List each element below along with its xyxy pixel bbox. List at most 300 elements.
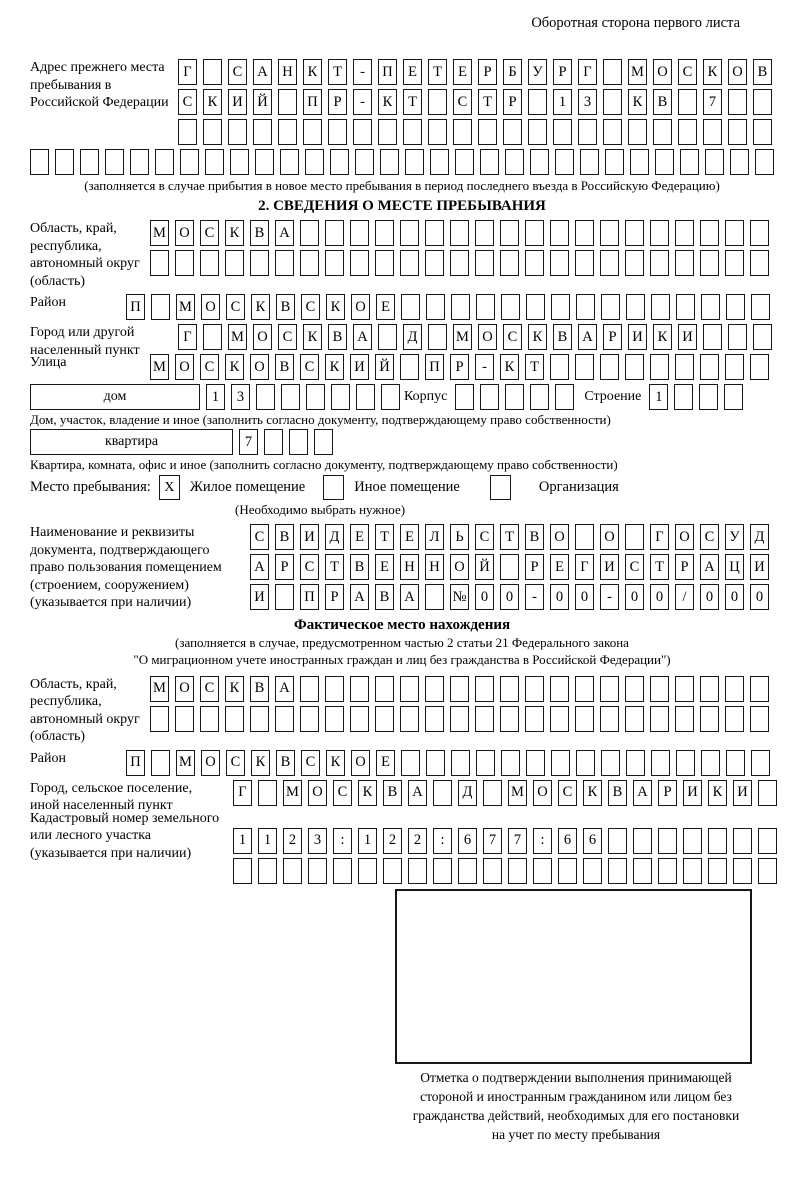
char-cell xyxy=(753,324,772,350)
char-cell xyxy=(475,250,494,276)
char-cell xyxy=(150,706,169,732)
char-cell xyxy=(483,780,502,806)
char-cell: В xyxy=(250,220,269,246)
char-cell xyxy=(708,828,727,854)
char-cell: И xyxy=(683,780,702,806)
char-cell: И xyxy=(600,554,619,580)
char-cell: - xyxy=(600,584,619,610)
char-cell xyxy=(350,706,369,732)
char-cell xyxy=(550,676,569,702)
char-cell: С xyxy=(228,59,247,85)
district-block xyxy=(30,294,774,320)
char-cell: П xyxy=(303,89,322,115)
char-cell xyxy=(580,149,599,175)
char-cell xyxy=(675,250,694,276)
char-cell xyxy=(225,706,244,732)
char-cell: Т xyxy=(500,524,519,550)
region-cell-rows xyxy=(150,220,769,276)
char-cell xyxy=(425,676,444,702)
region-label: Область, край, республика, автономный округ (область) xyxy=(30,221,140,289)
char-cell xyxy=(250,250,269,276)
char-cell xyxy=(255,149,274,175)
char-cell xyxy=(653,119,672,145)
char-cell xyxy=(325,220,344,246)
char-cell xyxy=(500,554,519,580)
char-cell xyxy=(733,858,752,884)
char-cell xyxy=(278,119,297,145)
char-cell: О xyxy=(351,750,370,776)
char-cell: Р xyxy=(450,354,469,380)
char-cell: Т xyxy=(478,89,497,115)
char-cell xyxy=(250,706,269,732)
char-cell xyxy=(300,706,319,732)
cell-row xyxy=(250,584,769,610)
char-cell xyxy=(350,676,369,702)
char-cell: Е xyxy=(453,59,472,85)
char-cell xyxy=(433,780,452,806)
region-block xyxy=(30,220,774,290)
char-cell: Е xyxy=(376,750,395,776)
char-cell: С xyxy=(226,750,245,776)
char-cell: 2 xyxy=(383,828,402,854)
char-cell xyxy=(425,220,444,246)
cell-row xyxy=(250,554,769,580)
cell-row xyxy=(178,119,772,145)
char-cell: А xyxy=(250,554,269,580)
char-cell: Й xyxy=(475,554,494,580)
char-cell xyxy=(200,250,219,276)
actual-location-title: Фактическое место нахождения xyxy=(293,616,511,633)
char-cell xyxy=(253,119,272,145)
char-cell xyxy=(233,858,252,884)
char-cell xyxy=(725,250,744,276)
char-cell xyxy=(575,706,594,732)
char-cell xyxy=(230,149,249,175)
char-cell: 7 xyxy=(239,429,258,455)
char-cell xyxy=(650,676,669,702)
char-cell: И xyxy=(228,89,247,115)
char-cell xyxy=(356,384,375,410)
back-side-note: Оборотная сторона первого листа xyxy=(531,15,740,31)
char-cell xyxy=(401,750,420,776)
char-cell: С xyxy=(226,294,245,320)
char-cell: А xyxy=(350,584,369,610)
char-cell xyxy=(428,89,447,115)
char-cell xyxy=(675,354,694,380)
char-cell xyxy=(725,676,744,702)
char-cell xyxy=(628,119,647,145)
char-cell: 1 xyxy=(206,384,225,410)
char-cell xyxy=(300,676,319,702)
char-cell xyxy=(658,858,677,884)
house-block xyxy=(30,384,774,410)
char-cell xyxy=(178,119,197,145)
char-cell xyxy=(575,524,594,550)
char-cell: О xyxy=(250,354,269,380)
char-cell: О xyxy=(533,780,552,806)
char-cell xyxy=(550,250,569,276)
char-cell xyxy=(633,858,652,884)
char-cell: В xyxy=(608,780,627,806)
korpus-cells xyxy=(455,384,574,410)
char-cell xyxy=(476,750,495,776)
char-cell xyxy=(275,250,294,276)
cell-row xyxy=(233,828,777,854)
char-cell: О xyxy=(675,524,694,550)
char-cell xyxy=(700,706,719,732)
stamp-caption-line: на учет по месту пребывания xyxy=(491,1126,661,1142)
char-cell: 2 xyxy=(408,828,427,854)
cadastral-block xyxy=(30,810,774,884)
char-cell: 0 xyxy=(750,584,769,610)
char-cell: Р xyxy=(503,89,522,115)
char-cell: - xyxy=(353,89,372,115)
char-cell: Н xyxy=(400,554,419,580)
char-cell xyxy=(358,858,377,884)
char-cell xyxy=(530,384,549,410)
char-cell xyxy=(750,706,769,732)
char-cell xyxy=(283,858,302,884)
char-cell xyxy=(678,89,697,115)
char-cell: Р xyxy=(525,554,544,580)
stay-type-option-other-premises: Иное помещение xyxy=(354,479,460,495)
char-cell xyxy=(575,676,594,702)
apartment-box-label: квартира xyxy=(30,429,233,455)
char-cell xyxy=(525,250,544,276)
char-cell xyxy=(353,119,372,145)
char-cell: М xyxy=(150,676,169,702)
char-cell: М xyxy=(176,750,195,776)
char-cell: 6 xyxy=(458,828,477,854)
char-cell: Р xyxy=(553,59,572,85)
char-cell: Е xyxy=(375,554,394,580)
cell-row xyxy=(178,89,772,115)
char-cell xyxy=(751,294,770,320)
char-cell xyxy=(400,354,419,380)
char-cell: Л xyxy=(425,524,444,550)
char-cell xyxy=(458,858,477,884)
char-cell: Т xyxy=(428,59,447,85)
char-cell xyxy=(203,59,222,85)
char-cell xyxy=(575,220,594,246)
cell-row xyxy=(126,750,770,776)
char-cell xyxy=(625,706,644,732)
char-cell xyxy=(151,750,170,776)
char-cell xyxy=(455,149,474,175)
char-cell: Р xyxy=(658,780,677,806)
char-cell: Д xyxy=(750,524,769,550)
char-cell xyxy=(151,294,170,320)
char-cell: - xyxy=(353,59,372,85)
house-number-cells xyxy=(206,384,400,410)
char-cell xyxy=(500,706,519,732)
char-cell: 3 xyxy=(578,89,597,115)
actual-city-block xyxy=(30,780,774,813)
char-cell: И xyxy=(678,324,697,350)
char-cell xyxy=(603,89,622,115)
char-cell xyxy=(750,250,769,276)
char-cell: К xyxy=(708,780,727,806)
actual-district-block xyxy=(30,750,774,776)
stay-type-checkbox-other-premises xyxy=(323,475,344,500)
char-cell xyxy=(600,676,619,702)
char-cell xyxy=(480,149,499,175)
char-cell xyxy=(530,149,549,175)
char-cell: О xyxy=(450,554,469,580)
char-cell: К xyxy=(225,676,244,702)
char-cell: 7 xyxy=(703,89,722,115)
char-cell xyxy=(428,119,447,145)
char-cell: С xyxy=(678,59,697,85)
char-cell xyxy=(700,250,719,276)
char-cell xyxy=(575,250,594,276)
char-cell xyxy=(758,858,777,884)
char-cell xyxy=(526,750,545,776)
char-cell: 0 xyxy=(725,584,744,610)
char-cell: П xyxy=(126,750,145,776)
char-cell: С xyxy=(301,750,320,776)
previous-address-cell-rows xyxy=(178,59,772,145)
char-cell xyxy=(400,250,419,276)
apartment-cells xyxy=(239,429,333,455)
char-cell: О xyxy=(253,324,272,350)
char-cell: О xyxy=(175,354,194,380)
char-cell xyxy=(375,250,394,276)
cell-row xyxy=(150,250,769,276)
char-cell: И xyxy=(350,354,369,380)
previous-address-block xyxy=(30,59,774,145)
char-cell xyxy=(325,250,344,276)
char-cell xyxy=(600,354,619,380)
char-cell xyxy=(105,149,124,175)
char-cell: М xyxy=(150,220,169,246)
char-cell: Г xyxy=(578,59,597,85)
char-cell: Р xyxy=(675,554,694,580)
confirmation-stamp-box xyxy=(395,889,752,1064)
previous-address-note: (заполняется в случае прибытия в новое место пребывания в период последнего въезда в Российскую Федерацию) xyxy=(84,178,720,193)
char-cell xyxy=(700,676,719,702)
previous-address-label: Адрес прежнего места пребывания в Российской Федерации xyxy=(30,60,169,110)
char-cell: Т xyxy=(525,354,544,380)
char-cell xyxy=(753,89,772,115)
char-cell xyxy=(650,706,669,732)
char-cell xyxy=(600,220,619,246)
char-cell xyxy=(528,119,547,145)
char-cell: О xyxy=(550,524,569,550)
char-cell xyxy=(426,294,445,320)
char-cell xyxy=(425,250,444,276)
char-cell xyxy=(378,119,397,145)
char-cell xyxy=(500,250,519,276)
char-cell xyxy=(426,750,445,776)
char-cell xyxy=(433,858,452,884)
char-cell: : xyxy=(333,828,352,854)
char-cell: Е xyxy=(350,524,369,550)
char-cell xyxy=(728,324,747,350)
char-cell: П xyxy=(126,294,145,320)
char-cell xyxy=(453,119,472,145)
char-cell xyxy=(674,384,693,410)
char-cell: О xyxy=(175,220,194,246)
char-cell xyxy=(203,119,222,145)
char-cell xyxy=(505,149,524,175)
char-cell: С xyxy=(475,524,494,550)
char-cell: Т xyxy=(650,554,669,580)
char-cell: И xyxy=(250,584,269,610)
char-cell: И xyxy=(628,324,647,350)
char-cell xyxy=(758,780,777,806)
char-cell xyxy=(558,858,577,884)
char-cell: С xyxy=(700,524,719,550)
char-cell: К xyxy=(378,89,397,115)
char-cell xyxy=(555,149,574,175)
char-cell: 7 xyxy=(508,828,527,854)
char-cell: К xyxy=(628,89,647,115)
stroenie-label: Строение xyxy=(584,389,642,404)
previous-address-overflow-row xyxy=(30,149,774,175)
house-box-label: дом xyxy=(30,384,200,410)
char-cell xyxy=(625,524,644,550)
char-cell xyxy=(525,706,544,732)
char-cell: В xyxy=(276,750,295,776)
char-cell: С xyxy=(278,324,297,350)
char-cell: : xyxy=(533,828,552,854)
char-cell: Д xyxy=(458,780,477,806)
char-cell xyxy=(380,149,399,175)
cell-row xyxy=(178,324,772,350)
char-cell xyxy=(428,324,447,350)
char-cell: В xyxy=(250,676,269,702)
char-cell xyxy=(553,119,572,145)
char-cell: 3 xyxy=(231,384,250,410)
char-cell: А xyxy=(400,584,419,610)
char-cell: П xyxy=(300,584,319,610)
char-cell xyxy=(475,676,494,702)
stay-type-option-organization: Организация xyxy=(538,479,619,495)
street-block xyxy=(30,354,774,380)
char-cell xyxy=(503,119,522,145)
char-cell: О xyxy=(478,324,497,350)
char-cell: Ц xyxy=(725,554,744,580)
char-cell xyxy=(500,676,519,702)
char-cell xyxy=(703,324,722,350)
char-cell xyxy=(450,220,469,246)
char-cell: В xyxy=(525,524,544,550)
char-cell: С xyxy=(178,89,197,115)
char-cell: В xyxy=(375,584,394,610)
char-cell xyxy=(200,706,219,732)
char-cell xyxy=(525,220,544,246)
char-cell: В xyxy=(275,354,294,380)
char-cell xyxy=(333,858,352,884)
char-cell: К xyxy=(326,294,345,320)
char-cell: - xyxy=(475,354,494,380)
char-cell: М xyxy=(150,354,169,380)
cell-row xyxy=(233,780,777,806)
char-cell: О xyxy=(653,59,672,85)
char-cell: С xyxy=(333,780,352,806)
char-cell xyxy=(203,324,222,350)
actual-region-label: Область, край, республика, автономный округ (область) xyxy=(30,676,140,744)
char-cell xyxy=(705,149,724,175)
char-cell xyxy=(278,89,297,115)
char-cell xyxy=(258,780,277,806)
char-cell xyxy=(500,220,519,246)
stamp-caption-line: гражданства действий, необходимых для его постановки xyxy=(412,1107,740,1123)
char-cell xyxy=(300,250,319,276)
cadastral-label: Кадастровый номер земельного или лесного участка (указывается при наличии) xyxy=(30,810,220,861)
char-cell: С xyxy=(200,676,219,702)
char-cell: 1 xyxy=(258,828,277,854)
char-cell: № xyxy=(450,584,469,610)
char-cell xyxy=(525,676,544,702)
char-cell: К xyxy=(325,354,344,380)
char-cell: Е xyxy=(400,524,419,550)
char-cell xyxy=(750,676,769,702)
char-cell: Й xyxy=(375,354,394,380)
char-cell: П xyxy=(425,354,444,380)
char-cell xyxy=(325,706,344,732)
section2-title: 2. СВЕДЕНИЯ О МЕСТЕ ПРЕБЫВАНИЯ xyxy=(258,198,546,214)
char-cell xyxy=(30,149,49,175)
char-cell: В xyxy=(653,89,672,115)
char-cell: И xyxy=(733,780,752,806)
stay-type-option-residential: Жилое помещение xyxy=(189,479,306,495)
char-cell: В xyxy=(328,324,347,350)
char-cell xyxy=(575,354,594,380)
char-cell: К xyxy=(500,354,519,380)
char-cell xyxy=(205,149,224,175)
char-cell xyxy=(425,584,444,610)
char-cell xyxy=(701,750,720,776)
char-cell: 1 xyxy=(233,828,252,854)
char-cell: 1 xyxy=(358,828,377,854)
char-cell: К xyxy=(251,750,270,776)
char-cell: : xyxy=(433,828,452,854)
char-cell: 6 xyxy=(583,828,602,854)
char-cell xyxy=(675,676,694,702)
char-cell xyxy=(280,149,299,175)
char-cell xyxy=(650,354,669,380)
char-cell xyxy=(576,750,595,776)
char-cell xyxy=(650,250,669,276)
char-cell: В xyxy=(276,294,295,320)
char-cell xyxy=(328,119,347,145)
char-cell xyxy=(551,750,570,776)
char-cell: К xyxy=(528,324,547,350)
document-block xyxy=(30,524,774,612)
char-cell: Н xyxy=(278,59,297,85)
char-cell xyxy=(80,149,99,175)
char-cell: Н xyxy=(425,554,444,580)
cell-row xyxy=(150,706,769,732)
char-cell xyxy=(733,828,752,854)
char-cell xyxy=(308,858,327,884)
stay-type-note: (Необходимо выбрать нужное) xyxy=(235,502,406,517)
char-cell xyxy=(601,294,620,320)
char-cell: М xyxy=(628,59,647,85)
char-cell: А xyxy=(275,220,294,246)
actual-city-label: Город, сельское поселение, иной населенный пункт xyxy=(30,780,193,813)
char-cell: Б xyxy=(503,59,522,85)
char-cell xyxy=(603,119,622,145)
char-cell xyxy=(381,384,400,410)
char-cell xyxy=(228,119,247,145)
char-cell: 7 xyxy=(483,828,502,854)
char-cell: К xyxy=(358,780,377,806)
char-cell xyxy=(728,119,747,145)
char-cell xyxy=(651,750,670,776)
